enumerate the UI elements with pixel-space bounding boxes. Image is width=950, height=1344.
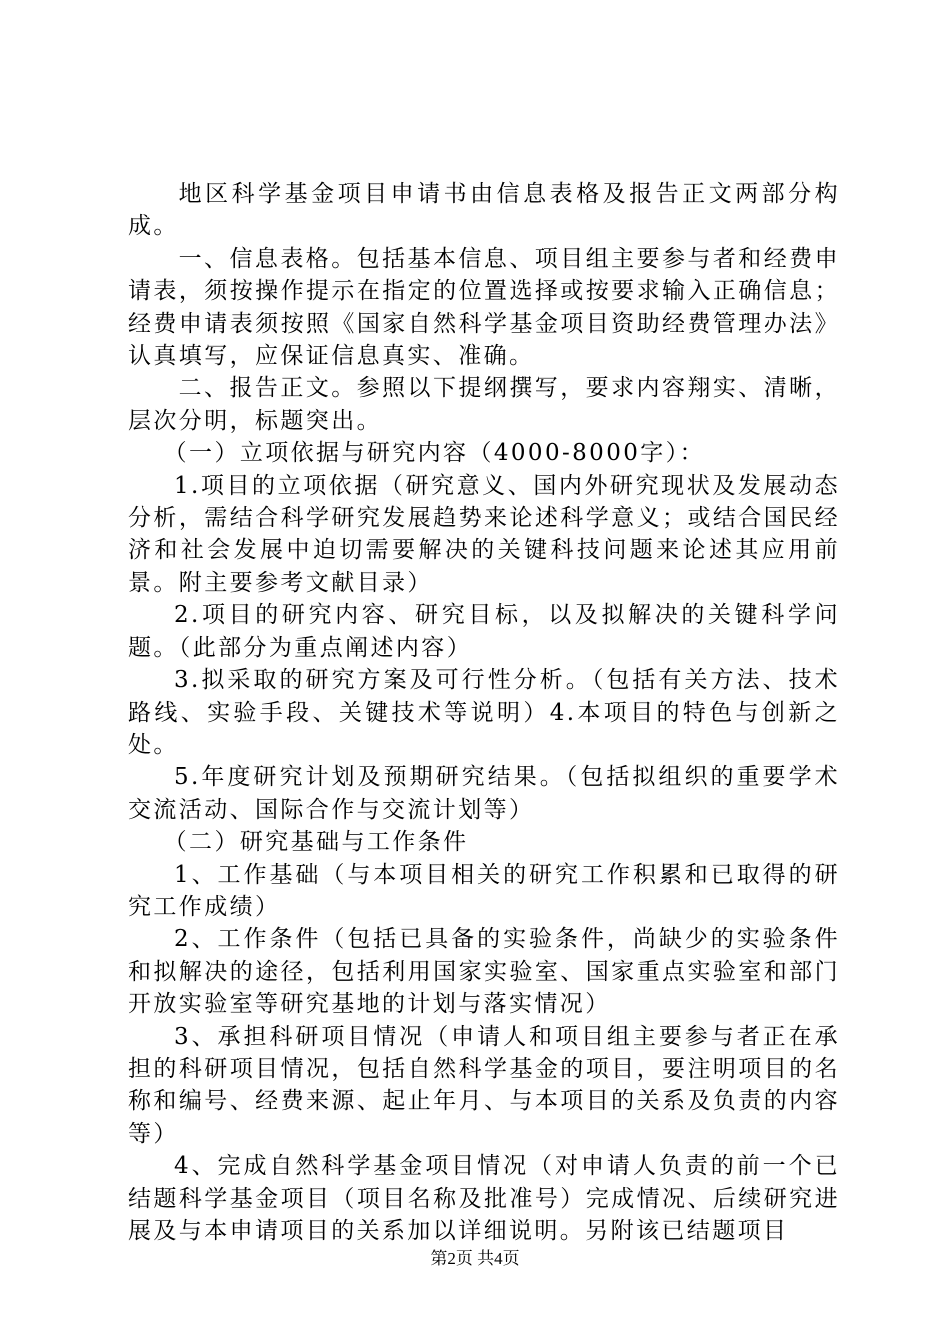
list-item-2: 2.项目的研究内容、研究目标，以及拟解决的关键科学问题。（此部分为重点阐述内容） — [128, 602, 840, 661]
list-item-1: 1.项目的立项依据（研究意义、国内外研究现状及发展动态分析，需结合科学研究发展趋势来论述科学意义；或结合国民经济和社会发展中迫切需要解决的关键科技问题来论述其应用前景。附主要参考文献目录） — [128, 472, 840, 596]
condition-item-1: 1、工作基础（与本项目相关的研究工作积累和已取得的研究工作成绩） — [128, 861, 840, 920]
paragraph-intro: 地区科学基金项目申请书由信息表格及报告正文两部分构成。 — [128, 181, 840, 240]
condition-item-4: 4、完成自然科学基金项目情况（对申请人负责的前一个已结题科学基金项目（项目名称及批准号）完成情况、后续研究进展及与本申请项目的关系加以详细说明。另附该已结题项目 — [128, 1153, 840, 1244]
condition-item-2: 2、工作条件（包括已具备的实验条件，尚缺少的实验条件和拟解决的途径，包括利用国家实验室、国家重点实验室和部门开放实验室等研究基地的计划与落实情况） — [128, 926, 840, 1018]
list-item-3: 3.拟采取的研究方案及可行性分析。（包括有关方法、技术路线、实验手段、关键技术等说明）4.本项目的特色与创新之处。 — [128, 667, 840, 758]
document-body — [128, 178, 840, 1247]
paragraph-report-body: 二、报告正文。参照以下提纲撰写，要求内容翔实、清晰，层次分明，标题突出。 — [128, 375, 840, 434]
list-item-5: 5.年度研究计划及预期研究结果。（包括拟组织的重要学术交流活动、国际合作与交流计划等） — [128, 764, 840, 823]
condition-item-3: 3、承担科研项目情况（申请人和项目组主要参与者正在承担的科研项目情况，包括自然科学基金的项目，要注明项目的名称和编号、经费来源、起止年月、与本项目的关系及负责的内容等） — [128, 1023, 840, 1147]
section-heading-2: （二）研究基础与工作条件 — [163, 829, 469, 856]
section-heading-1: （一）立项依据与研究内容（4000-8000字）： — [163, 440, 705, 467]
page-number-footer: 第2页 共4页 — [430, 1249, 520, 1268]
paragraph-info-table: 一、信息表格。包括基本信息、项目组主要参与者和经费申请表，须按操作提示在指定的位置选择或按要求输入正确信息；经费申请表须按照《国家自然科学基金项目资助经费管理办法》认真填写，应保证信息真实、准确。 — [128, 245, 840, 370]
